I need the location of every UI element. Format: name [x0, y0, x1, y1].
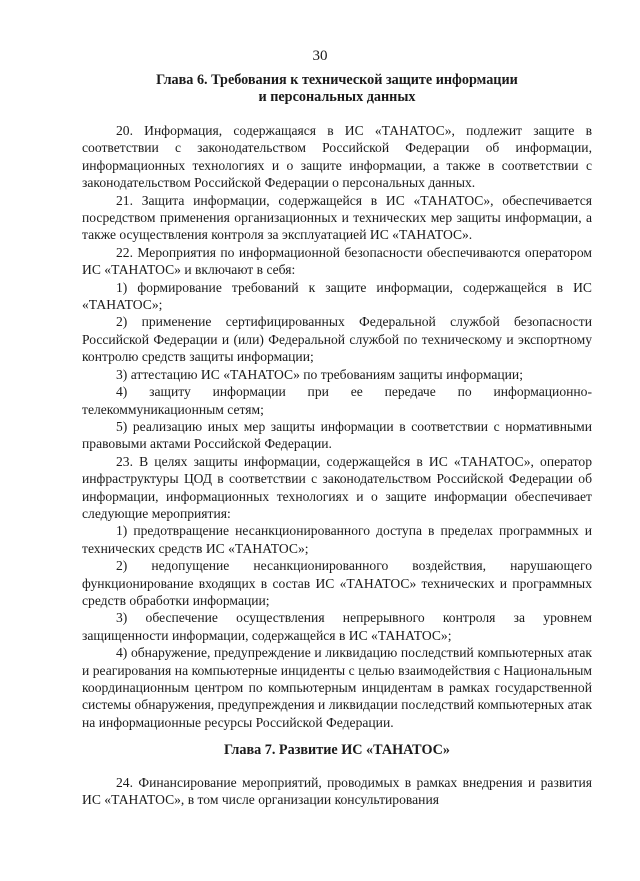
paragraph-23: 23. В целях защиты информации, содержащейся в ИС «ТАНАТОС», оператор инфраструктуры ЦОД в соответствии с законодательством Российской Федерации об информации, информационных технологиях и о защите информации обеспечивает следующие мероприятия: — [82, 453, 592, 521]
list-item-23-1: 1) предотвращение несанкционированного доступа в пределах программных и технических средств ИС «ТАНАТОС»; — [82, 523, 592, 556]
chapter-6-body — [82, 122, 592, 731]
paragraph-22: 22. Мероприятия по информационной безопасности обеспечиваются оператором ИС «ТАНАТОС» и включают в себя: — [82, 244, 592, 278]
chapter-6-title-line-2: и персональных данных — [258, 89, 416, 105]
chapter-6-title-line-1: Глава 6. Требования к технической защите информации — [156, 72, 518, 88]
list-item-22-5: 5) реализацию иных мер защиты информации в соответствии с нормативными правовыми актами Российской Федерации. — [82, 418, 592, 452]
chapter-7-body — [82, 774, 592, 809]
paragraph-20: 20. Информация, содержащаяся в ИС «ТАНАТОС», подлежит защите в соответствии с законодательством Российской Федерации об информации, информационных технологиях и о защите информации, а также в соответствии с законодательством Российской Федерации о персональных данных. — [82, 123, 592, 191]
list-item-23-2: 2) недопущение несанкционированного воздействия, нарушающего функционирование входящих в состав ИС «ТАНАТОС» технических и программных средств обработки информации; — [82, 558, 592, 608]
list-item-23-3: 3) обеспечение осуществления непрерывного контроля за уровнем защищенности информации, содержащейся в ИС «ТАНАТОС»; — [82, 610, 592, 643]
paragraph-24: 24. Финансирование мероприятий, проводимых в рамках внедрения и развития ИС «ТАНАТОС», в том числе организации консультирования — [82, 775, 592, 808]
page-number: 30 — [312, 48, 328, 64]
list-item-22-4: 4) защиту информации при ее передаче по информационно-телекоммуникационным сетям; — [82, 384, 592, 417]
paragraph-21: 21. Защита информации, содержащейся в ИС «ТАНАТОС», обеспечивается посредством применения организационных и технических мер защиты информации, а также осуществления контроля за эксплуатацией ИС «ТАНАТОС». — [82, 192, 592, 243]
chapter-6-heading — [82, 72, 592, 106]
list-item-22-2: 2) применение сертифицированных Федеральной службой безопасности Российской Федерации и (или) Федеральной службой по техническому и экспортному контролю средств защиты информации; — [82, 314, 592, 365]
chapter-7-heading: Глава 7. Развитие ИС «ТАНАТОС» — [223, 742, 451, 758]
list-item-23-4: 4) обнаружение, предупреждение и ликвидацию последствий компьютерных атак и реагирования на компьютерные инциденты с целью взаимодействия с Национальным координационным центром по компьютерным инцидентам в рамках государственной системы обнаружения, предупреждения и ликвидации последствий компьютерных атак на информационные ресурсы Российской Федерации. — [82, 645, 592, 730]
list-item-22-3: 3) аттестацию ИС «ТАНАТОС» по требованиям защиты информации; — [116, 366, 523, 382]
list-item-22-1: 1) формирование требований к защите информации, содержащейся в ИС «ТАНАТОС»; — [82, 279, 592, 313]
